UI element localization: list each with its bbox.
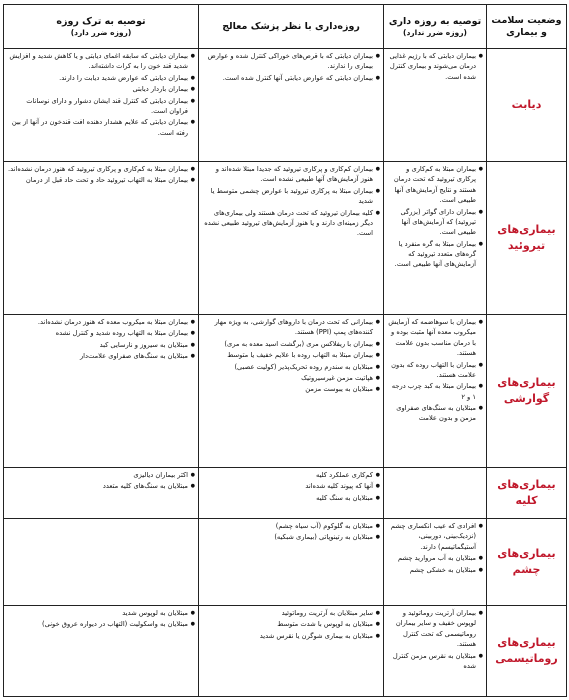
list-item: ● بیماران کم‌کاری و پرکاری تیروئید که جدیدا مبتلا شده‌اند و هنوز آزمایش‌های آنها طبیعی نشده است. (202, 164, 380, 185)
list-item: ● بیماران با ریفلاکس مری (برگشت اسید معده به مری) (202, 339, 380, 349)
list-item: ● بیماران دیابتی که با قرص‌های خوراکی کنترل شده و عوارض بیماری را ندارند. (202, 51, 380, 72)
list-item: ● سایر مبتلایان به آرتریت روماتوئید (202, 608, 380, 618)
doctor-list (202, 521, 380, 543)
condition-cell: بیماری‌های چشم (487, 519, 567, 606)
not-recommended-list (7, 51, 195, 138)
doctor-list (202, 470, 380, 503)
not-recommended-cell (4, 468, 199, 519)
list-item: ● بیماران مبتلا به کبد چرب درجه ۱ و ۲ (387, 381, 483, 402)
list-item: ● بیماران با سوهاضمه که آزمایش میکروب معده آنها مثبت بوده و با درمان مناسب بدون علامت هستند. (387, 317, 483, 359)
doctor-list (202, 164, 380, 239)
header-recommended: توصیه به روزه داری (روزه ضرر ندارد) (384, 5, 487, 49)
list-item: ● کلیه بیماران تیروئید که تحت درمان هستند ولی بیماری‌های دیگر زمینه‌ای دارند و یا هنوز آزمایش‌های تیروئید طبیعی نشده است. (202, 208, 380, 239)
list-item: ● بیمارانی که تحت درمان با داروهای گوارشی، به ویژه مهار کننده‌های پمپ (PPI) هستند. (202, 317, 380, 338)
recommended-list (387, 164, 483, 270)
not-recommended-list (7, 317, 195, 362)
list-item: ● بیماران مبتلا به التهاب تیروئید حاد و تحت حاد قبل از درمان (7, 175, 195, 185)
doctor-cell (199, 162, 384, 315)
table-row-diabetes (4, 49, 567, 162)
list-item: ● مبتلایان به سنگ‌های صفراوی علامت‌دار (7, 351, 195, 361)
list-item: ● بیماران دیابتی که عوارض دیابتی آنها کنترل شده است. (202, 73, 380, 83)
list-item: ● بیماران آرتریت روماتوئید و لوپوس خفیف و سایر بیماران روماتیسمی که تحت کنترل هستند. (387, 608, 483, 650)
list-item: ● مبتلایان به سنگ کلیه (202, 493, 380, 503)
list-item: ● بیماران باردار دیابتی (7, 84, 195, 94)
list-item: ● مبتلایان به لوپوس با شدت متوسط (202, 619, 380, 629)
not-recommended-cell (4, 315, 199, 468)
not-recommended-list (7, 164, 195, 186)
list-item: ● مبتلایان به آب مروارید چشم (387, 553, 483, 563)
list-item: ● بیماران مبتلا به پرکاری تیروئید با عوارض چشمی متوسط یا شدید (202, 186, 380, 207)
list-item: ● بیماران مبتلا به التهاب روده شدید و کنترل نشده (7, 328, 195, 338)
list-item: ● بیماران دارای گواتر (بزرگی تیروئید) که آزمایش‌های آنها طبیعی است. (387, 207, 483, 238)
not-recommended-cell (4, 162, 199, 315)
list-item: ● مبتلایان به بیماری شوگرن یا نقرس شدید (202, 631, 380, 641)
list-item: ● بیماران دیابتی که با رژیم غذایی درمان می‌شوند و بیماری کنترل شده است. (387, 51, 483, 82)
condition-cell: بیماری‌های کلیه (487, 468, 567, 519)
list-item: ● مبتلایان به خشکی چشم (387, 565, 483, 575)
condition-cell: بیماری‌های روماتیسمی (487, 606, 567, 697)
list-item: ● مبتلایان به یبوست مزمن (202, 384, 380, 394)
header-doctor: روزه‌داری با نظر پزشک معالج (199, 5, 384, 49)
recommended-list (387, 521, 483, 575)
header-condition: وضعیت سلامت و بیماری (487, 5, 567, 49)
fasting-guidance-table (3, 4, 567, 697)
list-item: ● بیماران مبتلا به میکروب معده که هنوز درمان نشده‌اند. (7, 317, 195, 327)
list-item: ● مبتلایان به لوپوس شدید (7, 608, 195, 618)
condition-cell: دیابت (487, 49, 567, 162)
list-item: ● آنها که پیوند کلیه شده‌اند (202, 481, 380, 491)
table-row-rheumatic (4, 606, 567, 697)
table-body (4, 49, 567, 697)
list-item: ● مبتلایان به گلوکوم (آب سیاه چشم) (202, 521, 380, 531)
doctor-cell (199, 315, 384, 468)
recommended-list (387, 608, 483, 671)
list-item: ● بیماران مبتلا به گره منفرد یا گره‌های متعدد تیروئید که آزمایش‌های آنها طبیعی است. (387, 239, 483, 270)
list-item: ● مبتلایان به واسکولیت (التهاب در دیواره عروق خونی) (7, 619, 195, 629)
list-item: ● افرادی که عیب انکساری چشم (نزدیک‌بینی، دوربینی، آستیگماتیسم) دارند. (387, 521, 483, 552)
doctor-list (202, 608, 380, 641)
table-row-eye (4, 519, 567, 606)
not-recommended-cell (4, 49, 199, 162)
list-item: ● مبتلایان به رتینوپاتی (بیماری شبکیه) (202, 532, 380, 542)
not-recommended-cell (4, 606, 199, 697)
recommended-cell (384, 162, 487, 315)
doctor-cell (199, 519, 384, 606)
list-item: ● کم‌کاری عملکرد کلیه (202, 470, 380, 480)
recommended-cell (384, 519, 487, 606)
doctor-list (202, 317, 380, 395)
list-item: ● هپاتیت مزمن غیرسیروتیک (202, 373, 380, 383)
recommended-cell (384, 315, 487, 468)
condition-cell: بیماری‌های گوارشی (487, 315, 567, 468)
list-item: ● بیماران دیابتی که کنترل قند ایشان دشوار و دارای نوسانات فراوان است. (7, 96, 195, 117)
list-item: ● مبتلایان به سندرم روده تحریک‌پذیر (کولیت عصبی) (202, 362, 380, 372)
list-item: ● مبتلایان به سنگ‌های صفراوی مزمن و بدون علامت (387, 403, 483, 424)
doctor-cell (199, 49, 384, 162)
list-item: ● بیماران مبتلا به کم‌کاری و پرکاری تیروئید که هنوز درمان نشده‌اند. (7, 164, 195, 174)
list-item: ● بیماران مبتلا به التهاب روده با علایم خفیف یا متوسط (202, 350, 380, 360)
condition-cell: بیماری‌های تیروئید (487, 162, 567, 315)
table-row-kidney (4, 468, 567, 519)
header-not-recommended: توصیه به ترک روزه (روزه ضرر دارد) (4, 5, 199, 49)
recommended-list (387, 51, 483, 82)
recommended-cell (384, 49, 487, 162)
list-item: ● مبتلایان به سنگ‌های کلیه متعدد (7, 481, 195, 491)
list-item: ● اکثر بیماران دیالیزی (7, 470, 195, 480)
table-row-digestive (4, 315, 567, 468)
list-item: ● مبتلایان به سیروز و نارسایی کبد (7, 340, 195, 350)
list-item: ● بیماران با التهاب روده که بدون علامت هستند. (387, 360, 483, 381)
recommended-list (387, 317, 483, 424)
list-item: ● بیماران دیابتی که عوارض شدید دیابت را دارند. (7, 73, 195, 83)
doctor-cell (199, 606, 384, 697)
recommended-cell (384, 606, 487, 697)
not-recommended-list (7, 608, 195, 630)
list-item: ● مبتلایان به نقرس مزمن کنترل شده (387, 651, 483, 672)
not-recommended-cell (4, 519, 199, 606)
not-recommended-list (7, 470, 195, 492)
list-item: ● بیماران مبتلا به کم‌کاری و پرکاری تیروئید که تحت درمان هستند و نتایج آزمایش‌های آنها طبیعی است. (387, 164, 483, 206)
doctor-cell (199, 468, 384, 519)
header-row (4, 5, 567, 49)
table-row-thyroid (4, 162, 567, 315)
doctor-list (202, 51, 380, 83)
recommended-cell (384, 468, 487, 519)
list-item: ● بیماران دیابتی که سابقه اغمای دیابتی و یا کاهش شدید و افزایش شدید قند خون را به کرات داشته‌اند. (7, 51, 195, 72)
list-item: ● بیماران دیابتی که علایم هشدار دهنده افت قندخون در آنها از بین رفته است. (7, 117, 195, 138)
